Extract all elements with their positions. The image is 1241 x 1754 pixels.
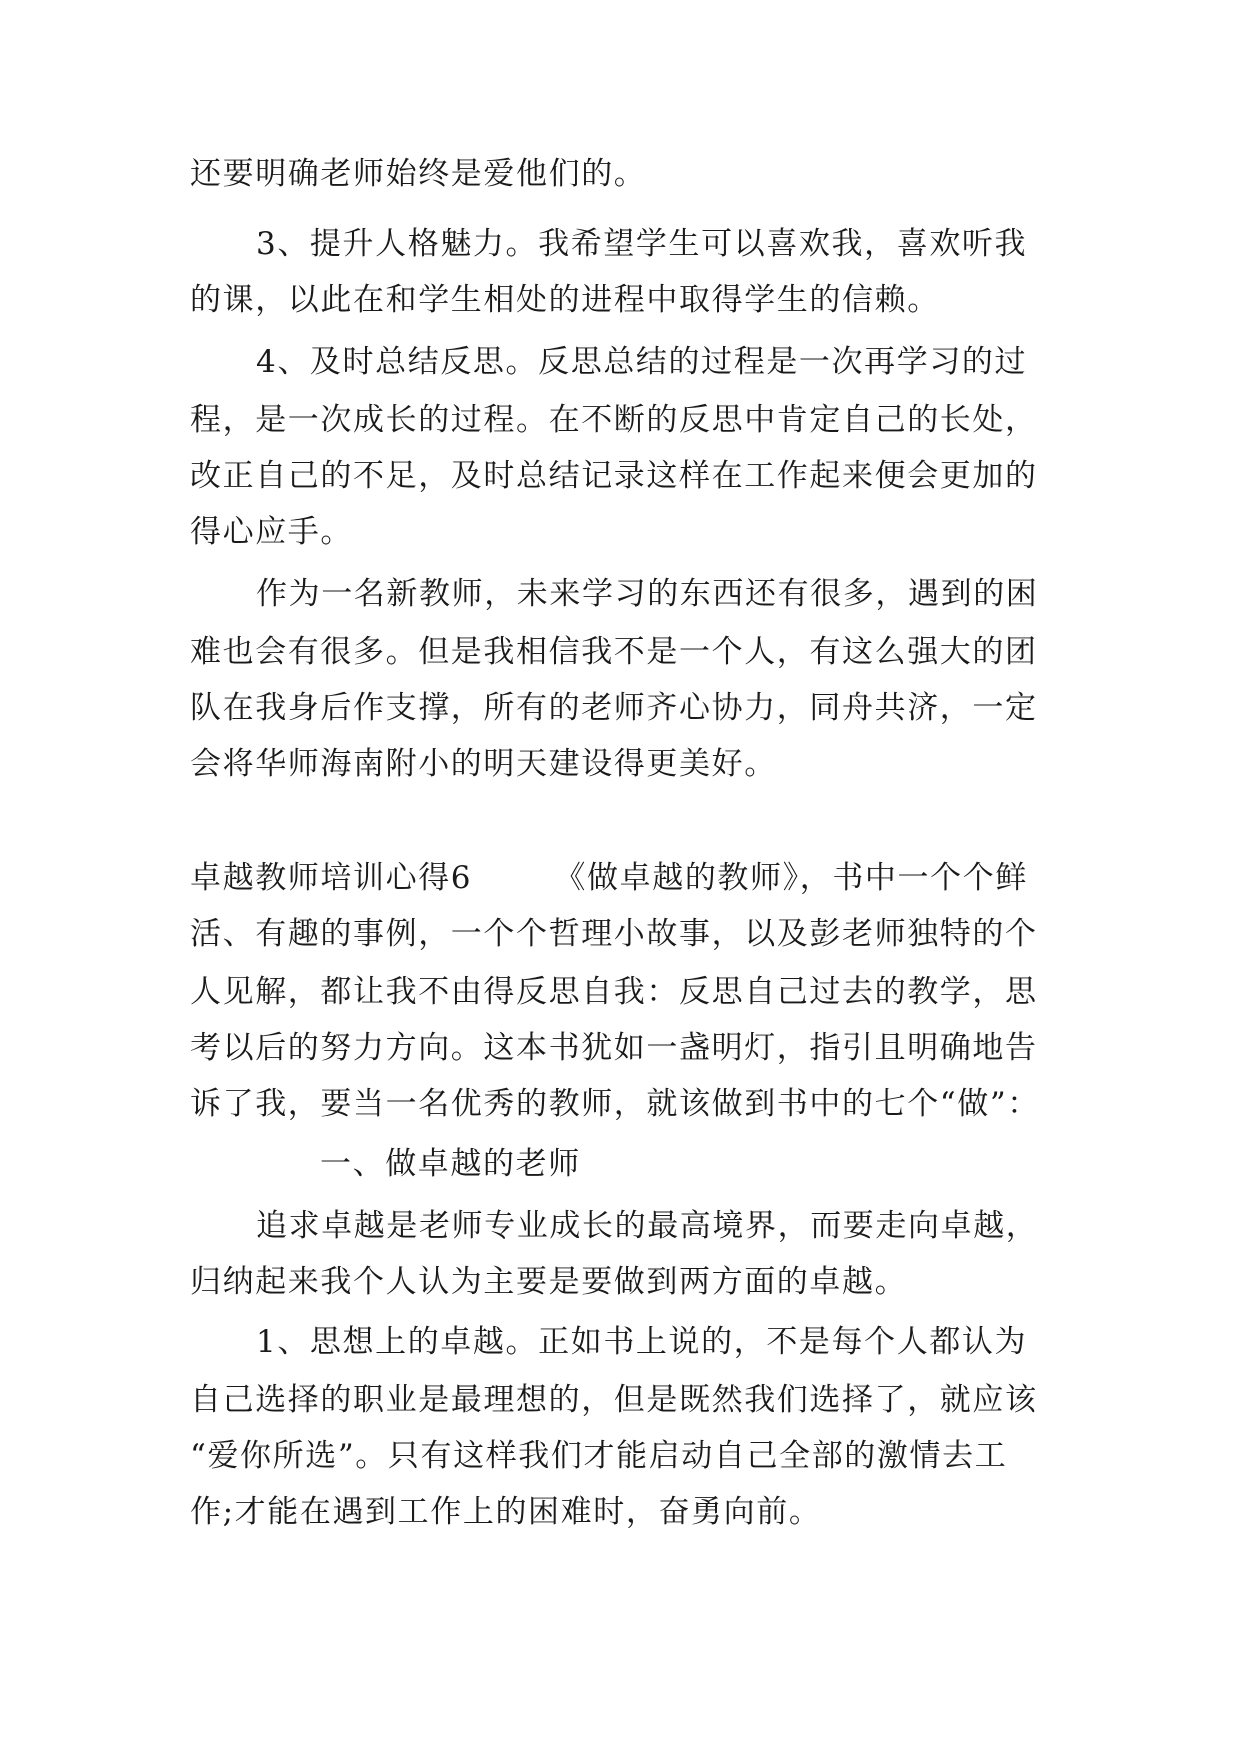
section-heading-line: 卓越教师培训心得6 《做卓越的教师》，书中一个个鲜 (190, 860, 1028, 896)
text-line: 改正自己的不足，及时总结记录这样在工作起来便会更加的 (190, 458, 1038, 494)
text-line: 队在我身后作支撑，所有的老师齐心协力，同舟共济，一定 (190, 690, 1038, 726)
text-line: 得心应手。 (190, 514, 353, 550)
text-line: 3、提升人格魅力。我希望学生可以喜欢我，喜欢听我 (256, 226, 1028, 262)
text-line: 考以后的努力方向。这本书犹如一盏明灯，指引且明确地告 (190, 1030, 1038, 1066)
text-line: 4、及时总结反思。反思总结的过程是一次再学习的过 (256, 344, 1028, 380)
text-line: 会将华师海南附小的明天建设得更美好。 (190, 746, 777, 782)
subheading-line: 一、做卓越的老师 (320, 1146, 581, 1182)
text-line: 程，是一次成长的过程。在不断的反思中肯定自己的长处， (190, 402, 1038, 438)
text-line: 1、思想上的卓越。正如书上说的，不是每个人都认为 (256, 1324, 1028, 1360)
text-line: 难也会有很多。但是我相信我不是一个人，有这么强大的团 (190, 634, 1038, 670)
text-line: 的课，以此在和学生相处的进程中取得学生的信赖。 (190, 282, 940, 318)
text-line: 活、有趣的事例，一个个哲理小故事，以及彭老师独特的个 (190, 916, 1038, 952)
text-line: 自己选择的职业是最理想的，但是既然我们选择了，就应该 (190, 1382, 1038, 1418)
text-line: 还要明确老师始终是爱他们的。 (190, 156, 647, 192)
text-line: 作;才能在遇到工作上的困难时，奋勇向前。 (190, 1494, 822, 1530)
text-line: 诉了我，要当一名优秀的教师，就该做到书中的七个“做”： (190, 1086, 1040, 1122)
text-line: 追求卓越是老师专业成长的最高境界，而要走向卓越， (256, 1208, 1039, 1244)
text-line: 人见解，都让我不由得反思自我：反思自己过去的教学，思 (190, 974, 1038, 1010)
text-line: 归纳起来我个人认为主要是要做到两方面的卓越。 (190, 1264, 908, 1300)
text-line: 作为一名新教师，未来学习的东西还有很多，遇到的困 (256, 576, 1039, 612)
text-line: “爱你所选”。只有这样我们才能启动自己全部的激情去工 (190, 1438, 1008, 1474)
